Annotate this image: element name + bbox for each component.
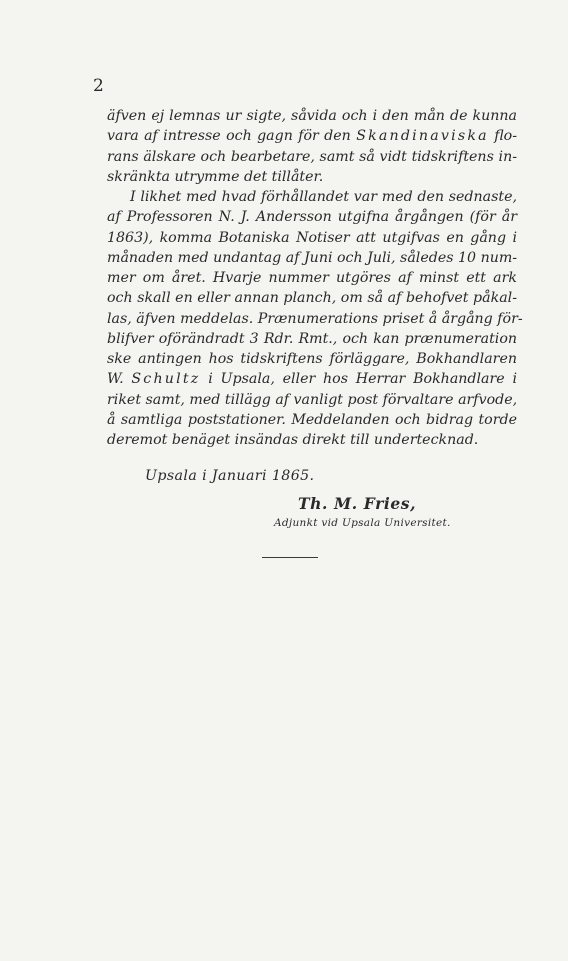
- text-run: och skall en eller annan planch, om så af behofvet påkal-: [107, 290, 517, 307]
- text-run: af Professoren N. J. Andersson utgifna årgången (för år: [107, 209, 517, 226]
- body-line: [107, 369, 517, 389]
- body-text: [107, 106, 523, 450]
- body-line: [107, 187, 517, 207]
- text-run: i Upsala, eller hos Herrar Bokhandlare i: [200, 371, 517, 388]
- signature-affiliation: Adjunkt vid Upsala Universitet.: [274, 517, 451, 529]
- body-line: [107, 288, 517, 308]
- text-run: las, äfven meddelas. Prænumerations priset å årgång för-: [107, 310, 523, 327]
- text-run: ske antingen hos tidskriftens förläggare, Bokhandlaren: [107, 351, 517, 367]
- text-run: månaden med undantag af Juni och Juli, således 10 num-: [107, 249, 518, 266]
- text-run: blifver oförändradt 3 Rdr. Rmt., och kan prænumeration: [107, 330, 517, 347]
- text-run: W.: [107, 371, 132, 388]
- body-line: [107, 228, 517, 248]
- body-line: [107, 268, 517, 288]
- text-run: flo-: [488, 128, 517, 145]
- body-line: [107, 349, 517, 369]
- body-line: [107, 309, 523, 329]
- body-line: [107, 106, 517, 126]
- text-run: Schultz: [131, 371, 201, 388]
- body-line: [107, 410, 517, 430]
- text-run: vara af intresse och gagn för den: [107, 128, 357, 145]
- body-line: [107, 167, 517, 187]
- text-run: rans älskare och bearbetare, samt så vidt tidskriftens in-: [107, 148, 517, 165]
- section-divider: [262, 557, 318, 558]
- text-run: I likhet med hvad förhållandet var med den sednaste,: [130, 189, 517, 205]
- body-line: [107, 329, 517, 349]
- text-run: deremot benäget insändas direkt till undertecknad.: [107, 432, 479, 448]
- text-run: å samtliga poststationer. Meddelanden och bidrag torde: [107, 411, 517, 428]
- text-run: mer om året. Hvarje nummer utgöres af minst ett ark: [107, 270, 517, 286]
- body-line: [107, 248, 517, 268]
- signature: Th. M. Fries,: [298, 494, 417, 513]
- text-run: riket samt, med tillägg af vanligt post förvaltare arfvode,: [107, 391, 518, 408]
- text-run: 1863), komma Botaniska Notiser att utgifvas en gång i: [107, 229, 517, 246]
- body-line: [107, 430, 517, 450]
- body-line: [107, 390, 517, 410]
- text-run: äfven ej lemnas ur sigte, såvida och i den mån de kunna: [107, 108, 517, 124]
- body-line: [107, 126, 517, 146]
- body-line: [107, 147, 517, 167]
- text-run: skränkta utrymme det tillåter.: [107, 168, 324, 185]
- body-line: [107, 207, 517, 227]
- dateline: Upsala i Januari 1865.: [145, 468, 315, 484]
- text-run: Skandinaviska: [356, 128, 489, 145]
- page-number: 2: [93, 76, 105, 96]
